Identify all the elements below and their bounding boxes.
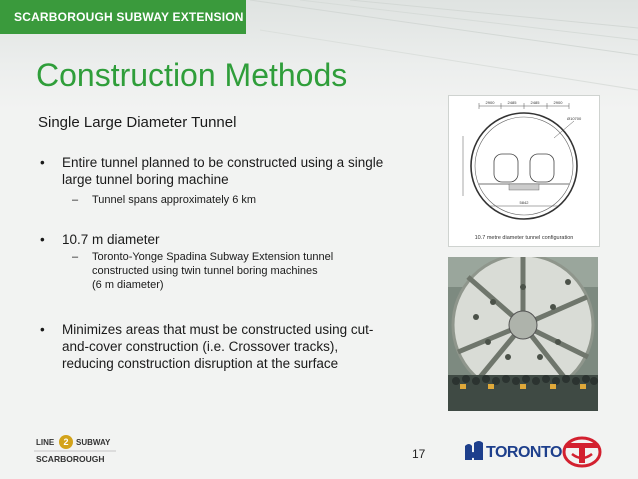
toronto-city-hall-icon — [463, 440, 487, 462]
bullet-item-3 — [40, 321, 442, 372]
line-label: LINE — [36, 438, 55, 447]
sub-item-1 — [72, 193, 402, 207]
bullet-marker: • — [40, 322, 45, 337]
bullet-marker: • — [40, 155, 45, 170]
sub-item-2 — [72, 250, 402, 292]
dim-top-4: 2900 — [553, 100, 563, 105]
tunnel-cross-section-icon — [449, 96, 599, 234]
page-number: 17 — [412, 447, 426, 461]
sub-line: Toronto-Yonge Spadina Subway Extension tunnel — [92, 251, 334, 263]
header-bar — [0, 0, 246, 34]
sub-line: Tunnel spans approximately 6 km — [92, 194, 257, 206]
bullet-line: Minimizes areas that must be constructed using cut- — [62, 322, 374, 337]
bullet-item-2 — [40, 231, 442, 248]
dim-top-1: 2900 — [485, 100, 495, 105]
line-2-subway-logo — [30, 432, 130, 476]
bullet-item-1 — [40, 154, 442, 188]
ttc-logo-icon — [562, 434, 602, 470]
bullet-line: 10.7 m diameter — [62, 232, 160, 247]
subtitle: Single Large Diameter Tunnel — [38, 114, 237, 131]
sub-marker: – — [72, 251, 79, 263]
line-number: 2 — [63, 437, 69, 447]
dim-diameter: Ø10700 — [567, 116, 582, 121]
sub-line: constructed using twin tunnel boring machines — [92, 265, 318, 277]
dim-top-2: 2485 — [507, 100, 517, 105]
sub-line: (6 m diameter) — [92, 279, 164, 291]
sub-marker: – — [72, 194, 79, 206]
dim-bottom: 5842 — [519, 200, 529, 205]
header-title: SCARBOROUGH SUBWAY EXTENSION — [14, 10, 244, 24]
diagram-caption: 10.7 metre diameter tunnel configuration — [474, 235, 574, 241]
bullet-line: Entire tunnel planned to be constructed using a single — [62, 155, 384, 170]
subway-label: SUBWAY — [76, 438, 111, 447]
bullet-line: and-cover construction (i.e. Crossover tracks), — [62, 339, 339, 354]
tbm-cutterhead-icon — [448, 257, 598, 411]
bullet-line: reducing construction disruption at the surface — [62, 356, 339, 371]
tunnel-diagram — [448, 95, 600, 247]
bullet-marker: • — [40, 232, 45, 247]
bullet-line: large tunnel boring machine — [62, 172, 229, 187]
page-title: Construction Methods — [36, 57, 348, 93]
toronto-wordmark: TORONTO — [486, 444, 562, 461]
dim-top-3: 2485 — [530, 100, 540, 105]
scarborough-label: SCARBOROUGH — [36, 454, 105, 464]
tunnel-boring-machine-photo — [448, 257, 598, 411]
